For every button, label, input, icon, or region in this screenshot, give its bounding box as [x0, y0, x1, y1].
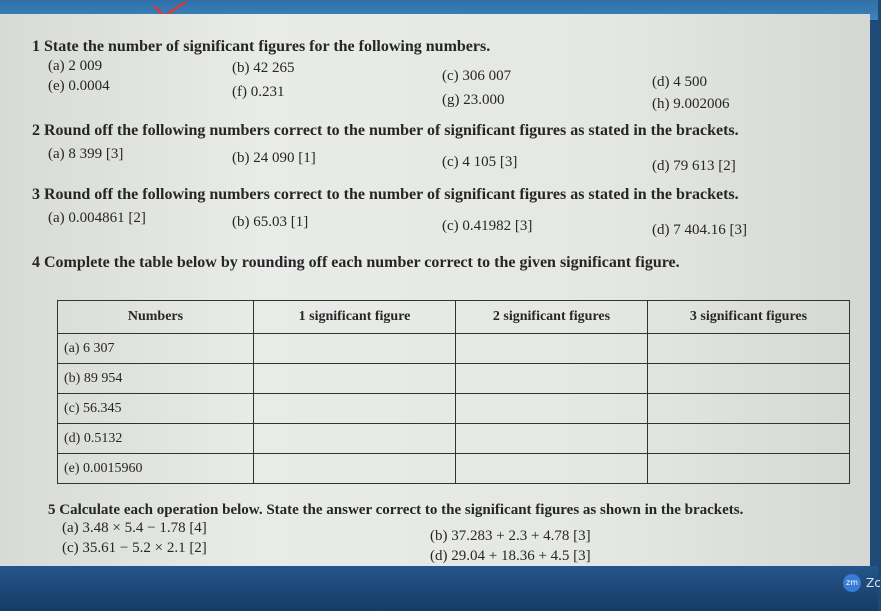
- bottom-frame: [0, 566, 878, 611]
- table-row: [58, 394, 850, 424]
- q1-item-c: (c) 306 007: [442, 68, 512, 84]
- row-number-cell: (b) 89 954: [58, 364, 254, 394]
- q1-item-h: (h) 9.002006: [652, 96, 730, 112]
- table-row: [58, 424, 850, 454]
- answer-cell[interactable]: [254, 454, 456, 484]
- q1-item-b: (b) 42 265: [232, 60, 295, 76]
- answer-cell[interactable]: [254, 394, 456, 424]
- table-row: [58, 364, 850, 394]
- answer-cell[interactable]: [648, 394, 850, 424]
- answer-cell[interactable]: [254, 334, 456, 364]
- q1-item-d: (d) 4 500: [652, 74, 707, 90]
- header-numbers: Numbers: [58, 301, 254, 334]
- q3-item-b: (b) 65.03 [1]: [232, 214, 309, 230]
- row-number-cell: (e) 0.0015960: [58, 454, 254, 484]
- table-header-row: [58, 301, 850, 334]
- q5-item-b: (b) 37.283 + 2.3 + 4.78 [3]: [430, 528, 591, 544]
- answer-cell[interactable]: [456, 334, 648, 364]
- answer-cell[interactable]: [648, 334, 850, 364]
- q1-item-a: (a) 2 009: [48, 58, 103, 74]
- answer-cell[interactable]: [648, 454, 850, 484]
- row-number-cell: (d) 0.5132: [58, 424, 254, 454]
- answer-cell[interactable]: [648, 364, 850, 394]
- q1-item-f: (f) 0.231: [232, 84, 285, 100]
- q3-item-a: (a) 0.004861 [2]: [48, 210, 146, 226]
- answer-cell[interactable]: [456, 394, 648, 424]
- zoom-app-icon[interactable]: zm: [843, 574, 861, 592]
- question-1-title: 1 State the number of significant figures for the following numbers.: [32, 38, 491, 55]
- question-2-title: 2 Round off the following numbers correct to the number of significant figures as stated in the brackets.: [32, 122, 739, 139]
- header-1-sig-fig: 1 significant figure: [254, 301, 456, 334]
- significant-figures-table: [57, 300, 850, 484]
- q5-item-c: (c) 35.61 − 5.2 × 2.1 [2]: [62, 540, 207, 556]
- q2-item-d: (d) 79 613 [2]: [652, 158, 736, 174]
- row-number-cell: (c) 56.345: [58, 394, 254, 424]
- table-row: [58, 334, 850, 364]
- q2-item-a: (a) 8 399 [3]: [48, 146, 124, 162]
- q5-item-a: (a) 3.48 × 5.4 − 1.78 [4]: [62, 520, 207, 536]
- q3-item-d: (d) 7 404.16 [3]: [652, 222, 747, 238]
- q3-item-c: (c) 0.41982 [3]: [442, 218, 533, 234]
- question-4-title: 4 Complete the table below by rounding off each number correct to the given significant figure.: [32, 254, 680, 271]
- table-row: [58, 454, 850, 484]
- q1-item-e: (e) 0.0004: [48, 78, 110, 94]
- q5-item-d: (d) 29.04 + 18.36 + 4.5 [3]: [430, 548, 591, 564]
- question-5-title: 5 Calculate each operation below. State the answer correct to the significant figures as shown in the brackets.: [48, 502, 744, 518]
- header-2-sig-figs: 2 significant figures: [456, 301, 648, 334]
- answer-cell[interactable]: [254, 364, 456, 394]
- q2-item-c: (c) 4 105 [3]: [442, 154, 518, 170]
- header-3-sig-figs: 3 significant figures: [648, 301, 850, 334]
- answer-cell[interactable]: [456, 454, 648, 484]
- answer-cell[interactable]: [456, 364, 648, 394]
- worksheet-page: [0, 14, 870, 570]
- answer-cell[interactable]: [254, 424, 456, 454]
- row-number-cell: (a) 6 307: [58, 334, 254, 364]
- zoom-app-label: Zc: [866, 576, 881, 590]
- question-3-title: 3 Round off the following numbers correct to the number of significant figures as stated in the brackets.: [32, 186, 739, 203]
- q1-item-g: (g) 23.000: [442, 92, 505, 108]
- answer-cell[interactable]: [648, 424, 850, 454]
- q2-item-b: (b) 24 090 [1]: [232, 150, 316, 166]
- answer-cell[interactable]: [456, 424, 648, 454]
